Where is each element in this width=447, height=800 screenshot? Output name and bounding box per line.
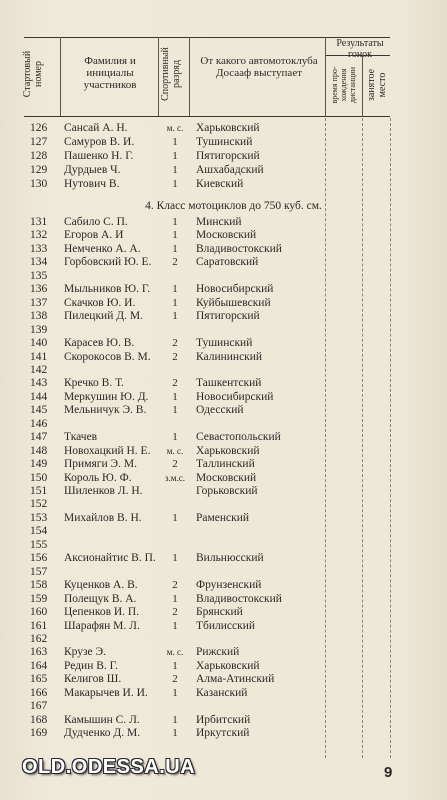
participant-name: Сабило С. П. [64,216,128,228]
sport-rank: 1 [172,390,178,403]
table-row [0,163,447,177]
start-number: 147 [30,431,48,444]
table-row [0,444,447,458]
participant-name: Полещук В. А. [64,592,137,605]
start-number: 145 [30,404,48,417]
club-name: Тбилисский [196,619,256,632]
participant-name: Кречко В. Т. [64,377,124,390]
sport-rank: 1 [172,178,178,190]
club-name: Харьковский [196,444,260,457]
start-number: 153 [30,511,48,524]
club-name: Рижский [196,646,240,659]
participant-name: Дудченко Д. М. [64,727,141,740]
sport-rank: 1 [172,136,178,148]
club-name: Севастопольский [196,431,281,444]
sport-rank: 1 [172,283,178,296]
section-title [0,199,447,213]
start-number: 131 [30,216,48,228]
participant-name: Крузе Э. [64,646,107,659]
start-number: 133 [30,242,48,255]
participant-name: Шиленков Л. Н. [64,485,143,497]
sport-rank: 1 [172,310,178,323]
club-name: Казанский [196,686,248,699]
table-row [0,363,447,377]
sport-rank: 1 [172,727,178,740]
table-row [0,228,447,242]
participant-name: Мыльников Ю. Г. [64,283,151,296]
start-number: 138 [30,310,48,323]
sport-rank: 2 [172,256,178,269]
table-row [0,215,447,229]
start-number: 158 [30,579,48,592]
start-number: 151 [30,485,48,497]
start-number: 161 [30,619,48,632]
sport-rank: 1 [172,242,178,255]
table-row [0,686,447,700]
start-number: 135 [30,269,48,282]
start-number: 148 [30,444,48,457]
club-name: Саратовский [196,256,259,269]
table-row [0,592,447,606]
header-club: От какого автомотоклуба Досааф выступает [200,55,318,79]
participant-name: Аксионайтис В. П. [64,552,156,565]
header-rank: Спортивный разряд [160,47,182,101]
sport-rank: 1 [172,404,178,417]
participant-name: Макарычев И. И. [64,686,148,699]
col-divider-2 [158,37,159,116]
start-number: 149 [30,458,48,471]
table-row [0,323,447,337]
club-name: Таллинский [196,458,255,471]
club-name: Вильнюсский [196,552,264,565]
table-row [0,390,447,404]
sport-rank: м. с. [166,123,184,133]
club-name: Новосибирский [196,283,274,296]
club-name: Брянский [196,606,243,618]
header-start-number: Стартовый номер [22,50,44,98]
participant-name: Скачков Ю. И. [64,296,136,309]
watermark-logo: OLD.ODESSA.UA [22,756,196,778]
table-row [0,726,447,740]
club-name: Тушинский [196,136,253,148]
header-bottom-rule [24,116,390,117]
table-row [0,538,447,552]
participant-name: Король Ю. Ф. [64,471,132,484]
club-name: Ташкентский [196,377,262,390]
start-number: 139 [30,323,48,336]
start-number: 162 [30,633,48,645]
sport-rank: 1 [172,552,178,565]
table-row [0,524,447,538]
start-number: 155 [30,538,48,551]
start-number: 165 [30,673,48,686]
sport-rank: 1 [172,686,178,699]
col-divider-1 [60,37,61,116]
participant-name: Карасев Ю. В. [64,337,135,350]
table-row [0,551,447,565]
start-number: 146 [30,417,48,430]
participant-name: Пашенко Н. Г. [64,150,134,162]
start-number: 157 [30,565,48,578]
club-name: Московский [196,229,257,242]
participant-name: Шарафян М. Л. [64,619,140,632]
start-number: 130 [30,178,48,190]
start-number: 142 [30,363,48,376]
table-row [0,645,447,659]
start-number: 137 [30,296,48,309]
sport-rank: 1 [172,431,178,444]
table-row [0,632,447,646]
participant-name: Сансай А. Н. [64,122,128,134]
start-number: 160 [30,606,48,618]
start-number: 132 [30,229,48,242]
club-name: Киевский [196,178,244,190]
club-name: Алма-Атинский [196,673,275,686]
participant-name: Редин В. Г. [64,659,118,672]
table-row [0,497,447,511]
start-number: 150 [30,471,48,484]
table-row [0,269,447,283]
sport-rank: 2 [172,579,178,592]
table-row [0,713,447,727]
table-row [0,336,447,350]
club-name: Раменский [196,511,250,524]
club-name: Калининский [196,350,263,363]
participant-name: Егоров А. И [64,229,124,242]
start-number: 127 [30,136,48,148]
table-row [0,403,447,417]
participant-name: Немченко А. А. [64,242,141,255]
table-row [0,659,447,673]
table-row [0,296,447,310]
club-name: Пятигорский [196,310,260,323]
participant-name: Самуров В. И. [64,136,135,148]
start-number: 144 [30,390,48,403]
club-name: Иркутский [196,727,250,740]
start-number: 156 [30,552,48,565]
sport-rank: 2 [172,458,178,471]
club-name: Тушинский [196,337,253,350]
sport-rank: 2 [172,377,178,390]
table-row [0,457,447,471]
club-name: Московский [196,471,257,484]
header-name: Фамилия и инициалы участников [83,55,137,91]
table-row [0,578,447,592]
club-name: Владивостокский [196,592,282,605]
start-number: 136 [30,283,48,296]
col-divider-3 [189,37,190,116]
sport-rank: м. с. [166,647,184,658]
table-row [0,255,447,269]
table-row [0,177,447,191]
participant-name: Нутович В. [64,178,120,190]
club-name: Одесский [196,404,244,417]
table-row [0,135,447,149]
start-number: 140 [30,337,48,350]
table-row [0,417,447,431]
header-results: Результаты гонок [336,38,384,60]
club-name: Ирбитский [196,713,251,726]
start-number: 128 [30,150,48,162]
club-name: Ашхабадский [196,164,264,176]
table-row [0,511,447,525]
sport-rank: 1 [172,713,178,726]
header-time: время про- хождения дистанции [330,66,357,104]
table-row [0,121,447,135]
table-row [0,699,447,713]
table-row [0,430,447,444]
table-row [0,149,447,163]
start-number: 169 [30,727,48,740]
participant-name: Меркушин Ю. Д. [64,390,149,403]
header-place: занятое место [366,68,388,102]
table-row [0,309,447,323]
sport-rank: 1 [172,659,178,672]
participant-name: Камышин С. Л. [64,713,140,726]
sport-rank: 2 [172,606,178,618]
club-name: Куйбышевский [196,296,271,309]
participant-name: Михайлов В. Н. [64,511,142,524]
start-number: 126 [30,122,48,134]
table-row [0,565,447,579]
participant-name: Цепенков И. П. [64,606,140,618]
page-number: 9 [384,764,393,781]
table-row [0,619,447,633]
sport-rank: 2 [172,673,178,686]
club-name: Минский [196,216,242,228]
participant-name: Пилецкий Д. М. [64,310,143,323]
sport-rank: 1 [172,296,178,309]
sport-rank: 1 [172,150,178,162]
participant-name: Келигов Ш. [64,673,122,686]
table-row [0,282,447,296]
sport-rank: 2 [172,337,178,350]
sport-rank: 1 [172,164,178,176]
col-divider-4 [325,37,326,116]
sport-rank: з.м.с. [165,472,185,483]
table-row [0,605,447,619]
table-row [0,484,447,498]
start-number: 141 [30,350,48,363]
start-number: 129 [30,164,48,176]
participant-name: Дурдыев Ч. [64,164,121,176]
participant-name: Мельничук Э. В. [64,404,147,417]
start-number: 164 [30,659,48,672]
start-number: 163 [30,646,48,659]
start-number: 154 [30,525,48,538]
sport-rank: 1 [172,216,178,228]
start-number: 168 [30,713,48,726]
sport-rank: м. с. [166,445,184,456]
club-name: Новосибирский [196,390,274,403]
start-number: 152 [30,498,48,511]
participant-name: Горбовский Ю. Е. [64,256,152,269]
start-number: 166 [30,686,48,699]
table-row [0,350,447,364]
start-number: 134 [30,256,48,269]
sport-rank: 2 [172,350,178,363]
table-row [0,672,447,686]
table-row [0,242,447,256]
club-name: Горьковский [196,485,258,497]
section-title-text: 4. Класс мотоциклов до 750 куб. см. [145,200,322,212]
club-name: Харьковский [196,659,260,672]
club-name: Харьковский [196,122,260,134]
sport-rank: 1 [172,592,178,605]
club-name: Фрунзенский [196,579,262,592]
start-number: 167 [30,700,48,713]
club-name: Владивостокский [196,242,282,255]
start-number: 143 [30,377,48,390]
sport-rank: 1 [172,511,178,524]
table-row [0,471,447,485]
sport-rank: 1 [172,229,178,242]
participant-name: Ткачев [64,431,98,444]
table-row [0,376,447,390]
col-divider-5 [362,55,363,116]
club-name: Пятигорский [196,150,260,162]
participant-name: Примяги Э. М. [64,458,137,471]
participant-name: Скорокосов В. М. [64,350,151,363]
participant-name: Новохацкий Н. Е. [64,444,151,457]
sport-rank: 1 [172,619,178,632]
start-number: 159 [30,592,48,605]
participant-name: Куценков А. В. [64,579,138,592]
